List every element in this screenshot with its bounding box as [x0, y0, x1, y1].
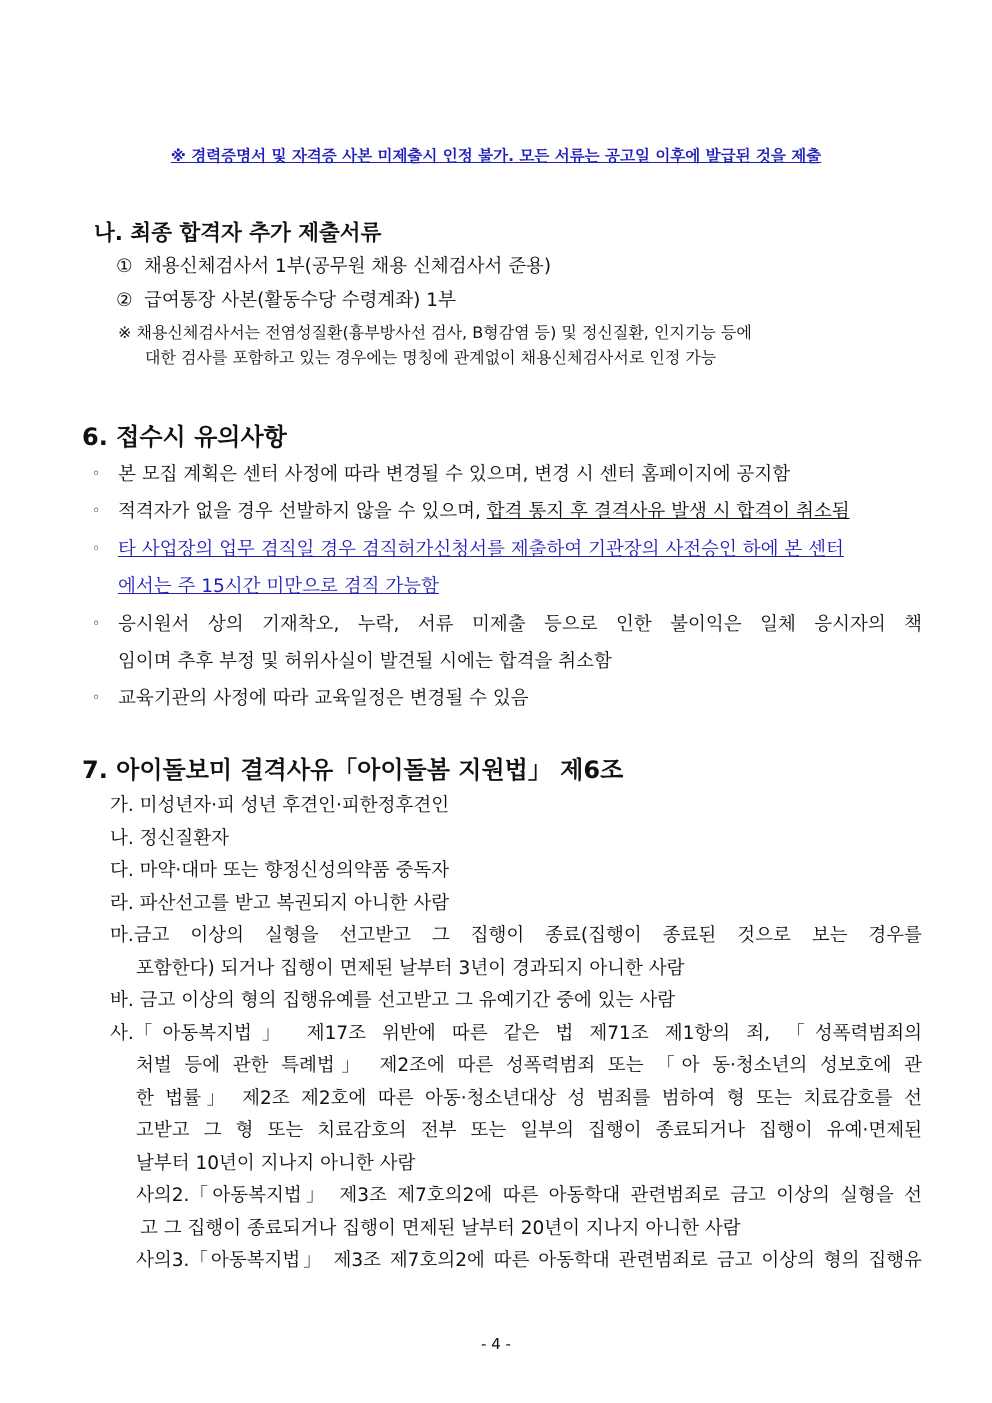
health-check-note-cont: 대한 검사를 포함하고 있는 경우에는 명칭에 관계없이 채용신체검사서로 인정 가능: [145, 348, 717, 367]
bullet-icon: ◦: [92, 541, 101, 557]
bullet-icon: ◦: [92, 503, 101, 519]
bullet-item: ◦ 본 모집 계획은 센터 사정에 따라 변경될 수 있으며, 변경 시 센터 홈페이지에 공지함: [92, 456, 922, 493]
list-item: 사의2. 「아동복지법」 제3조 제7호의2에 따른 아동학대 관련범죄로 금고 이상의 실형을 선 고 그 집행이 종료되거나 집행이 면제된 날부터 20년이 지나지 아니한 사람: [136, 1185, 922, 1239]
bullet-icon: ◦: [92, 616, 101, 632]
list-item: 나. 정신질환자: [110, 827, 229, 849]
bullet-item-concurrent-job: ◦ 타 사업장의 업무 겸직일 경우 겸직허가신청서를 제출하여 기관장의 사전승인 하에 본 센터 에서는 주 15시간 미만으로 겸직 가능함: [92, 531, 922, 605]
list-item: 바. 금고 이상의 형의 집행유예를 선고받고 그 유예기간 중에 있는 사람: [110, 990, 676, 1011]
submission-notice: ※ 경력증명서 및 자격증 사본 미제출시 인정 불가. 모든 서류는 공고일 이후에 발급된 것을 제출: [170, 147, 822, 165]
list-item: 다. 마약·대마 또는 향정신성의약품 중독자: [110, 860, 450, 881]
item-text: 채용신체검사서 1부(공무원 채용 신체검사서 준용): [144, 256, 552, 277]
list-item: 사의3. 「아동복지법」 제3조 제7호의2에 따른 아동학대 관련범죄로 금고 이상의 형의 집행유: [136, 1250, 922, 1271]
section6-title: 6. 접수시 유의사항: [82, 423, 287, 451]
bullet-icon: ◦: [92, 690, 101, 706]
bullet-icon: ◦: [92, 466, 101, 482]
page-number: - 4 -: [481, 1335, 511, 1353]
cancellation-note: 합격 통지 후 결격사유 발생 시 합격이 취소됨: [486, 501, 850, 522]
list-item: 라. 파산선고를 받고 복권되지 아니한 사람: [110, 892, 450, 914]
disqualification-list: [110, 790, 922, 1278]
list-item: 마. 금고 이상의 실형을 선고받고 그 집행이 종료(집행이 종료된 것으로 보는 경우를 포함한다) 되거나 집행이 면제된 날부터 3년이 경과되지 아니한 사람: [110, 925, 922, 979]
bullet-item: ◦ 적격자가 없을 경우 선발하지 않을 수 있으며, 합격 통지 후 결격사유 발생 시 합격이 취소됨: [92, 493, 922, 530]
item-number: ①: [116, 256, 133, 277]
list-item: [116, 288, 456, 314]
item-number: ②: [116, 290, 133, 311]
health-check-note: ※ 채용신체검사서는 전염성질환(흉부방사선 검사, B형감염 등) 및 정신질환, 인지기능 등에: [118, 323, 752, 342]
item-text: 급여통장 사본(활동수당 수령계좌) 1부: [144, 290, 456, 311]
section7-title: 7. 아이돌보미 결격사유「아이돌봄 지원법」 제6조: [82, 756, 624, 784]
list-item: [116, 254, 551, 280]
bullet-item: ◦ 교육기관의 사정에 따라 교육일정은 변경될 수 있음: [92, 680, 922, 717]
section-na-title: 나. 최종 합격자 추가 제출서류: [94, 221, 382, 246]
list-item: 가. 미성년자·피 성년 후견인·피한정후견인: [110, 795, 450, 816]
list-item: 사. 「아동복지법」 제17조 위반에 따른 같은 법 제71조 제1항의 죄, 「성폭력범죄의 처벌 등에 관한 특례법」 제2조에 따른 성폭력범죄 또는 「아 동·청소년의 성보호에 관 한 법률」 제2조 제2호에 따른 아동·청소년대상 성 범죄를 범하여 형 또는 치료감호를 선 고받고 그 형 또는 치료감호의 전부 또는 일부의 집행이 종료되거나 집행이 유예·면제된 날부터 10년이 지나지 아니한 사람: [110, 1022, 922, 1174]
bullet-item: ◦ 응시원서 상의 기재착오, 누락, 서류 미제출 등으로 인한 불이익은 일체 응시자의 책 임이며 추후 부정 및 허위사실이 발견될 시에는 합격을 취소함: [92, 606, 922, 680]
